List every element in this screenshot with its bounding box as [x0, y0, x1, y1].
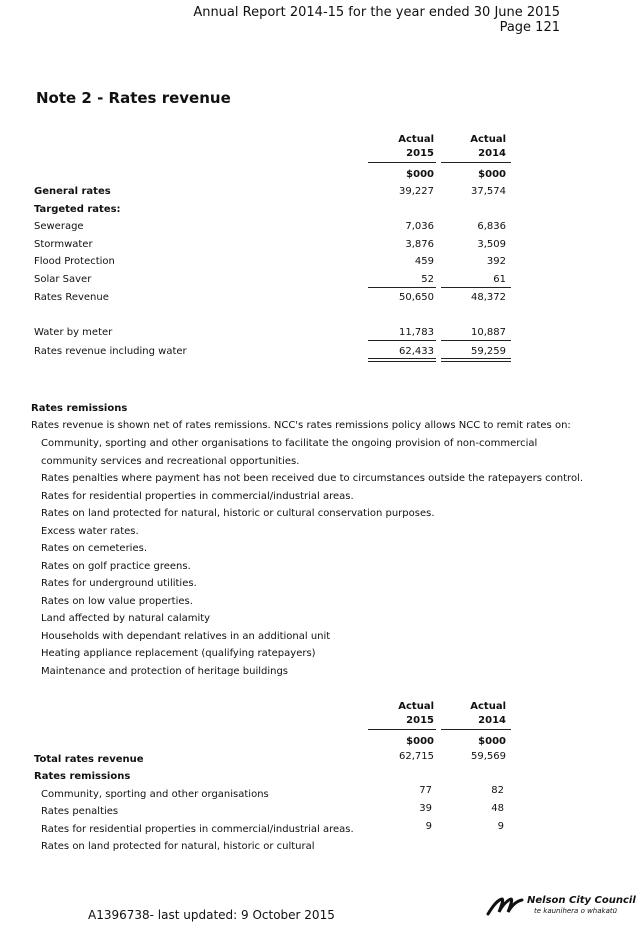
row-label: Total rates revenue [34, 754, 144, 765]
list-item: Land affected by natural calamity [41, 613, 211, 624]
swirl-logo-icon [486, 894, 528, 918]
value-2015: 39,227 [399, 186, 434, 197]
total-double-rule [441, 358, 511, 359]
value-2014: 10,887 [471, 327, 506, 338]
header-rule [441, 729, 511, 730]
col-header-year: 2015 [406, 715, 434, 726]
value-2015: 39 [419, 803, 432, 814]
remissions-heading: Rates remissions [31, 403, 128, 414]
value-2015: 62,715 [399, 751, 434, 762]
col-header-year: 2014 [478, 148, 506, 159]
subtotal-rule [441, 340, 511, 341]
row-label: Solar Saver [34, 274, 92, 285]
value-2014: 48 [491, 803, 504, 814]
value-2015: 77 [419, 785, 432, 796]
col-header-actual: Actual [470, 701, 506, 712]
row-label: Rates revenue including water [34, 346, 187, 357]
row-label: General rates [34, 186, 111, 197]
col-header-year: 2015 [406, 148, 434, 159]
logo-name: Nelson City Council [527, 895, 636, 906]
list-item: Rates on golf practice greens. [41, 561, 191, 572]
list-item: Rates on land protected for natural, historic or cultural conservation purposes. [41, 508, 435, 519]
report-header-title: Annual Report 2014-15 for the year ended 30 June 2015 [193, 5, 560, 20]
note-title: Note 2 - Rates revenue [36, 89, 231, 107]
value-2014: 9 [497, 821, 504, 832]
value-2014: 3,509 [477, 239, 506, 250]
list-item: Rates penalties where payment has not been received due to circumstances outside the ratepayers control. [41, 473, 584, 484]
col-header-actual: Actual [470, 134, 506, 145]
value-2015: 50,650 [399, 292, 434, 303]
row-label: Rates Revenue [34, 292, 109, 303]
total-double-rule [441, 361, 511, 362]
council-logo [486, 893, 636, 919]
value-2015: 459 [414, 256, 434, 267]
value-2014: 48,372 [471, 292, 506, 303]
value-2014: 82 [491, 785, 504, 796]
value-2014: 37,574 [471, 186, 506, 197]
page-number: Page 121 [499, 20, 560, 35]
remissions-intro: Rates revenue is shown net of rates remissions. NCC's rates remissions policy allows NCC to remit rates on: [31, 420, 571, 431]
col-header-actual: Actual [398, 134, 434, 145]
row-label: Rates for residential properties in commercial/industrial areas. [41, 824, 354, 835]
header-rule [368, 729, 436, 730]
list-item: Community, sporting and other organisations to facilitate the ongoing provision of non-commercial [41, 438, 538, 449]
list-item: Excess water rates. [41, 526, 139, 537]
list-item: Households with dependant relatives in an additional unit [41, 631, 331, 642]
subtotal-rule [368, 287, 436, 288]
col-header-actual: Actual [398, 701, 434, 712]
row-label: Community, sporting and other organisations [41, 789, 269, 800]
list-item: Rates on cemeteries. [41, 543, 148, 554]
list-item: Heating appliance replacement (qualifying ratepayers) [41, 648, 316, 659]
value-2015: 3,876 [405, 239, 434, 250]
value-2014: 59,259 [471, 346, 506, 357]
list-item: community services and recreational opportunities. [41, 456, 300, 467]
row-label: Flood Protection [34, 256, 115, 267]
row-label: Rates on land protected for natural, historic or cultural [41, 841, 315, 852]
value-2014: 392 [486, 256, 506, 267]
row-label: Stormwater [34, 239, 93, 250]
unit-label: $000 [406, 736, 434, 747]
col-header-year: 2014 [478, 715, 506, 726]
list-item: Rates for underground utilities. [41, 578, 197, 589]
list-item: Rates on low value properties. [41, 596, 193, 607]
row-label: Rates remissions [34, 771, 131, 782]
value-2014: 6,836 [477, 221, 506, 232]
total-double-rule [368, 361, 436, 362]
value-2015: 62,433 [399, 346, 434, 357]
unit-label: $000 [478, 736, 506, 747]
header-rule [368, 162, 436, 163]
document-reference: A1396738- last updated: 9 October 2015 [88, 908, 335, 922]
row-label: Sewerage [34, 221, 84, 232]
logo-subtitle: te kaunihera o whakatū [534, 907, 618, 915]
subtotal-rule [441, 287, 511, 288]
total-double-rule [368, 358, 436, 359]
value-2015: 52 [421, 274, 434, 285]
value-2015: 7,036 [405, 221, 434, 232]
header-rule [441, 162, 511, 163]
unit-label: $000 [478, 169, 506, 180]
list-item: Rates for residential properties in commercial/industrial areas. [41, 491, 354, 502]
row-label: Targeted rates: [34, 204, 121, 215]
list-item: Maintenance and protection of heritage buildings [41, 666, 289, 677]
row-label: Water by meter [34, 327, 113, 338]
value-2015: 9 [425, 821, 432, 832]
value-2015: 11,783 [399, 327, 434, 338]
value-2014: 61 [493, 274, 506, 285]
subtotal-rule [368, 340, 436, 341]
row-label: Rates penalties [41, 806, 119, 817]
unit-label: $000 [406, 169, 434, 180]
value-2014: 59,569 [471, 751, 506, 762]
